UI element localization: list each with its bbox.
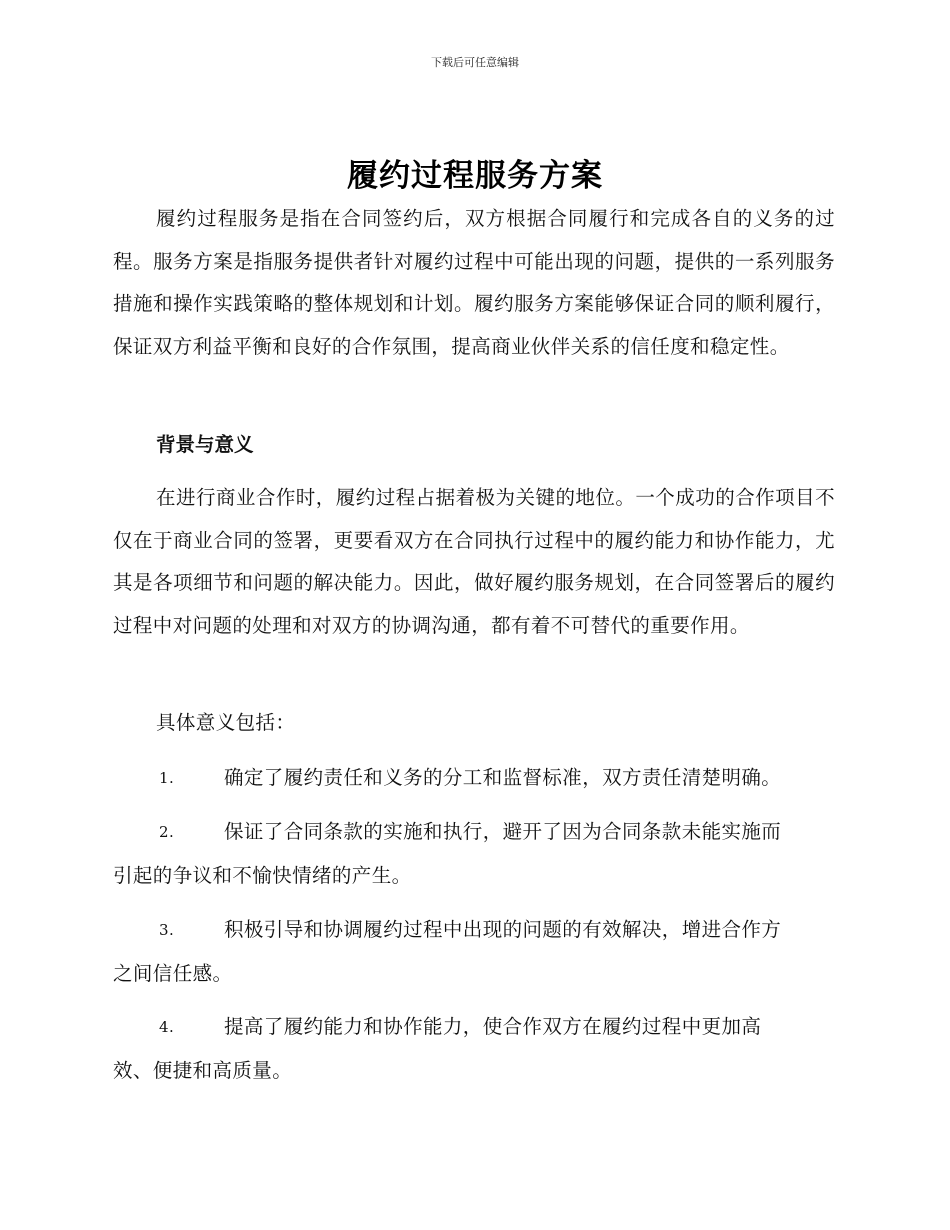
list-item [113,1005,835,1093]
list-item [113,756,835,800]
background-paragraph: 在进行商业合作时，履约过程占据着极为关键的地位。一个成功的合作项目不仅在于商业合同的签署，更要看双方在合同执行过程中的履约能力和协作能力，尤其是各项细节和问题的解决能力。因此，做好履约服务规划，在合同签署后的履约过程中对问题的处理和对双方的协调沟通，都有着不可替代的重要作用。 [113,486,835,637]
list-item-number: 1. [159,769,175,787]
list-item-text-continued: 效、便捷和高质量。 [113,1059,293,1082]
list-item-number: 3. [159,921,175,939]
list-item-text-continued: 引起的争议和不愉快情绪的产生。 [113,864,412,887]
list-item-text-continued: 之间信任感。 [113,962,233,985]
list-item-number: 2. [159,823,175,841]
intro-paragraph: 履约过程服务是指在合同签约后，双方根据合同履行和完成各自的义务的过程。服务方案是指服务提供者针对履约过程中可能出现的问题，提供的一系列服务措施和操作实践策略的整体规划和计划。履约服务方案能够保证合同的顺利履行，保证双方利益平衡和良好的合作氛围，提高商业伙伴关系的信任度和稳定性。 [113,207,835,358]
list-item [113,810,835,898]
document-title: 履约过程服务方案 [347,158,603,194]
section-heading: 背景与意义 [156,433,254,456]
list-item-text: 保证了合同条款的实施和执行，避开了因为合同条款未能实施而 [224,820,782,843]
background-section [113,477,835,647]
list-item-number: 4. [159,1018,175,1036]
list-intro-section [113,702,835,745]
intro-section [113,198,835,368]
page-header-note: 下载后可任意编辑 [431,56,519,69]
list-item-text: 积极引导和协调履约过程中出现的问题的有效解决，增进合作方 [224,918,782,941]
list-item-text: 确定了履约责任和义务的分工和监督标准，双方责任清楚明确。 [224,766,782,789]
list-item [113,908,835,996]
list-item-text: 提高了履约能力和协作能力，使合作双方在履约过程中更加高 [224,1015,762,1038]
list-intro: 具体意义包括： [156,711,296,734]
